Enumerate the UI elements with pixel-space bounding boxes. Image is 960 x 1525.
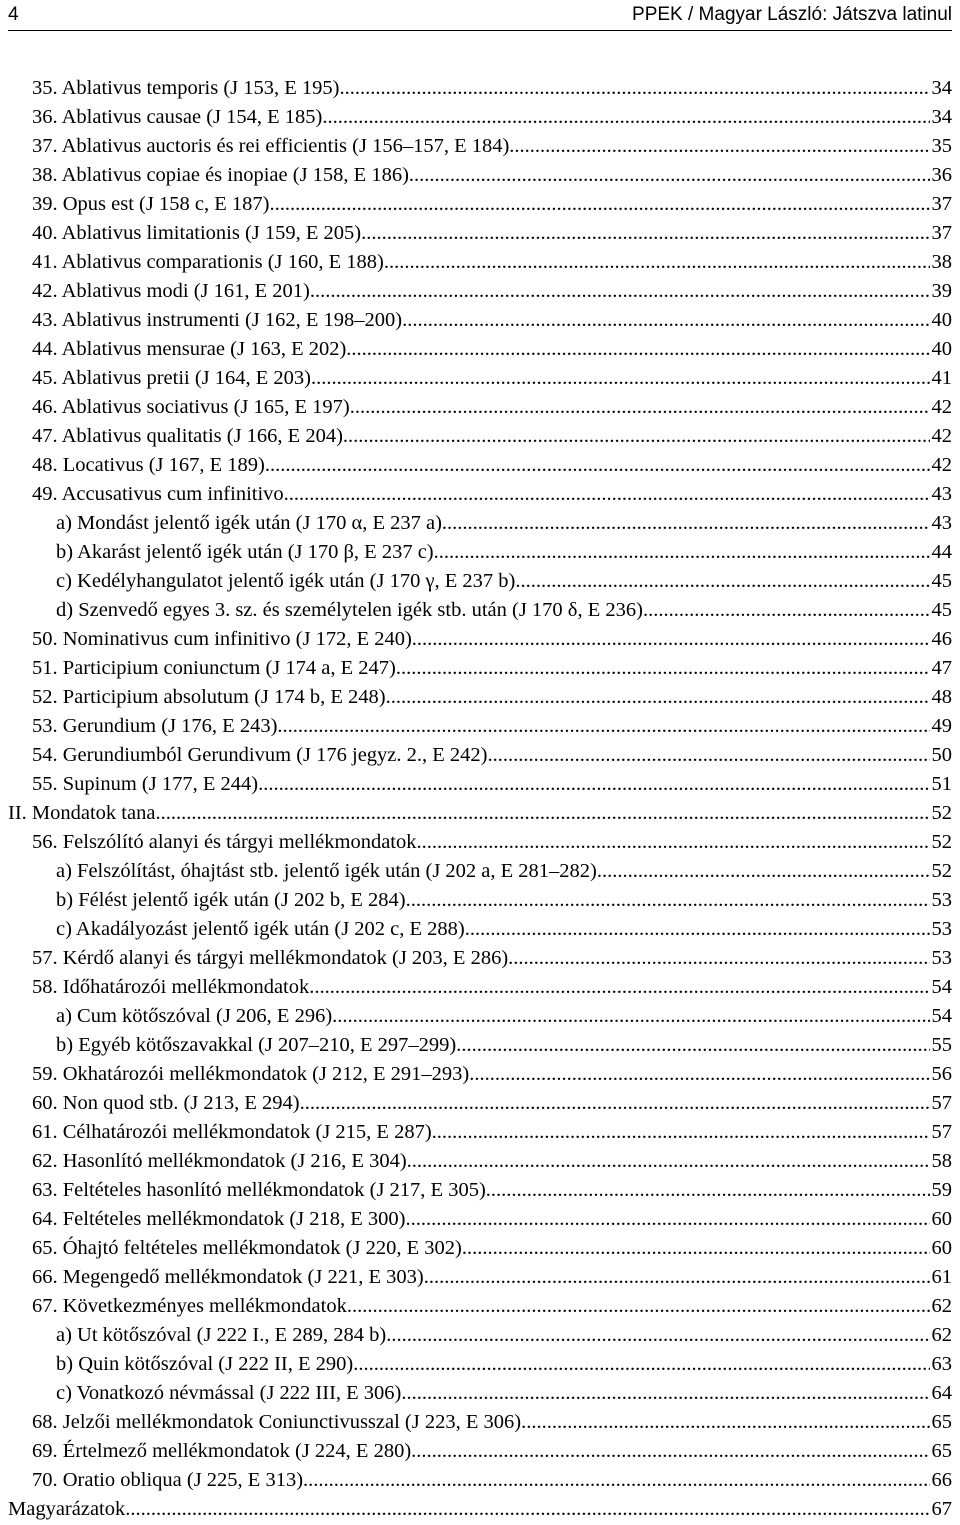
toc-entry-page-number: 40 [931,309,952,331]
dot-leader [509,132,930,161]
toc-entry[interactable] [8,335,952,364]
toc-entry[interactable] [8,509,952,538]
toc-entry-title: 35. Ablativus temporis (J 153, E 195) [32,77,340,99]
toc-entry-title: II. Mondatok tana [8,802,156,824]
toc-entry-title: 55. Supinum (J 177, E 244) [32,773,259,795]
toc-entry[interactable] [8,538,952,567]
toc-entry-page-number: 36 [931,164,952,186]
toc-entry-title: 41. Ablativus comparationis (J 160, E 188) [32,251,384,273]
toc-entry-page-number: 67 [931,1498,952,1520]
toc-entry[interactable] [8,1234,952,1263]
toc-entry[interactable] [8,132,952,161]
toc-entry-title: 54. Gerundiumból Gerundivum (J 176 jegyz. 2., E 242) [32,744,488,766]
toc-entry[interactable] [8,1437,952,1466]
toc-entry-title: 46. Ablativus sociativus (J 165, E 197) [32,396,350,418]
toc-entry-title: 61. Célhatározói mellékmondatok (J 215, E 287) [32,1121,432,1143]
dot-leader [300,1089,930,1118]
toc-entry[interactable] [8,712,952,741]
toc-entry-title: 63. Feltételes hasonlító mellékmondatok (J 217, E 305) [32,1179,486,1201]
dot-leader [643,596,930,625]
running-title: PPEK / Magyar László: Játszva latinul [632,4,952,25]
toc-entry-title: b) Quin kötőszóval (J 222 II, E 290) [56,1353,354,1375]
toc-entry[interactable] [8,422,952,451]
toc-entry[interactable] [8,857,952,886]
toc-entry[interactable] [8,451,952,480]
toc-entry-title: 64. Feltételes mellékmondatok (J 218, E 300) [32,1208,406,1230]
dot-leader [508,944,930,973]
toc-entry-title: 56. Felszólító alanyi és tárgyi mellékmondatok [32,831,417,853]
toc-entry[interactable] [8,1466,952,1495]
toc-entry-page-number: 39 [931,280,952,302]
dot-leader [332,1002,930,1031]
toc-entry-page-number: 45 [931,570,952,592]
table-of-contents [8,74,952,1524]
toc-entry-page-number: 52 [931,831,952,853]
page-header [8,0,952,31]
toc-entry-page-number: 57 [931,1092,952,1114]
toc-entry-title: 39. Opus est (J 158 c, E 187) [32,193,270,215]
dot-leader [311,364,930,393]
dot-leader [309,973,930,1002]
toc-entry-title: a) Felszólítást, óhajtást stb. jelentő igék után (J 202 a, E 281–282) [56,860,597,882]
toc-entry-page-number: 53 [931,889,952,911]
toc-entry[interactable] [8,364,952,393]
toc-entry-title: b) Akarást jelentő igék után (J 170 β, E 237 c) [56,541,434,563]
toc-entry-title: 49. Accusativus cum infinitivo [32,483,284,505]
toc-entry[interactable] [8,1321,952,1350]
toc-entry[interactable] [8,248,952,277]
dot-leader [409,161,930,190]
toc-entry-page-number: 34 [931,106,952,128]
toc-entry[interactable] [8,393,952,422]
toc-entry-title: 52. Participium absolutum (J 174 b, E 248) [32,686,386,708]
dot-leader [407,1147,930,1176]
dot-leader [322,103,930,132]
dot-leader [284,480,930,509]
toc-entry[interactable] [8,625,952,654]
toc-entry-title: 57. Kérdő alanyi és tárgyi mellékmondatok (J 203, E 286) [32,947,509,969]
toc-entry[interactable] [8,567,952,596]
toc-entry[interactable] [8,828,952,857]
toc-entry-page-number: 38 [931,251,952,273]
dot-leader [465,915,930,944]
toc-entry-page-number: 42 [931,454,952,476]
toc-entry-title: 44. Ablativus mensurae (J 163, E 202) [32,338,347,360]
toc-entry-title: 53. Gerundium (J 176, E 243) [32,715,278,737]
toc-entry-page-number: 63 [931,1353,952,1375]
toc-entry-title: 60. Non quod stb. (J 213, E 294) [32,1092,300,1114]
toc-entry-page-number: 34 [931,77,952,99]
toc-entry-page-number: 43 [931,483,952,505]
dot-leader [405,1205,930,1234]
toc-entry-title: 47. Ablativus qualitatis (J 166, E 204) [32,425,343,447]
toc-entry[interactable] [8,944,952,973]
toc-entry-page-number: 52 [931,802,952,824]
toc-entry-title: 69. Értelmező mellékmondatok (J 224, E 280) [32,1440,412,1462]
toc-entry-title: Magyarázatok [8,1498,126,1520]
toc-entry-page-number: 66 [931,1469,952,1491]
toc-entry[interactable] [8,1350,952,1379]
dot-leader [339,74,930,103]
dot-leader [347,1292,930,1321]
toc-entry[interactable] [8,1379,952,1408]
toc-entry[interactable] [8,683,952,712]
toc-entry[interactable] [8,1060,952,1089]
toc-entry-page-number: 41 [931,367,952,389]
toc-entry-page-number: 60 [931,1208,952,1230]
toc-entry-title: 38. Ablativus copiae és inopiae (J 158, E 186) [32,164,409,186]
toc-entry-page-number: 49 [931,715,952,737]
toc-entry-page-number: 56 [931,1063,952,1085]
toc-entry-title: 65. Óhajtó feltételes mellékmondatok (J 220, E 302) [32,1237,462,1259]
toc-entry-title: c) Kedélyhangulatot jelentő igék után (J 170 γ, E 237 b) [56,570,516,592]
dot-leader [155,799,930,828]
toc-entry-page-number: 43 [931,512,952,534]
toc-entry-title: 68. Jelzői mellékmondatok Coniunctivusszal (J 223, E 306) [32,1411,522,1433]
toc-entry-page-number: 37 [931,193,952,215]
toc-entry-title: 51. Participium coniunctum (J 174 a, E 247) [32,657,396,679]
dot-leader [396,654,930,683]
toc-entry-title: 42. Ablativus modi (J 161, E 201) [32,280,310,302]
toc-entry-page-number: 65 [931,1440,952,1462]
dot-leader [417,828,931,857]
toc-entry-page-number: 62 [931,1295,952,1317]
toc-entry[interactable] [8,306,952,335]
toc-entry-title: 67. Következményes mellékmondatok [32,1295,347,1317]
toc-entry[interactable] [8,770,952,799]
toc-entry-title: 66. Megengedő mellékmondatok (J 221, E 303) [32,1266,424,1288]
dot-leader [386,1321,930,1350]
toc-entry[interactable] [8,1002,952,1031]
toc-entry-title: b) Félést jelentő igék után (J 202 b, E 284) [56,889,406,911]
toc-entry-page-number: 37 [931,222,952,244]
toc-entry-page-number: 42 [931,425,952,447]
toc-entry-page-number: 45 [931,599,952,621]
toc-entry-page-number: 46 [931,628,952,650]
dot-leader [597,857,930,886]
toc-entry-title: a) Mondást jelentő igék után (J 170 α, E 237 a) [56,512,442,534]
dot-leader [424,1263,930,1292]
dot-leader [258,770,930,799]
toc-entry[interactable] [8,190,952,219]
toc-entry[interactable] [8,654,952,683]
toc-entry-page-number: 59 [931,1179,952,1201]
toc-entry-title: 62. Hasonlító mellékmondatok (J 216, E 304) [32,1150,407,1172]
toc-entry[interactable] [8,1292,952,1321]
dot-leader [361,219,930,248]
dot-leader [401,1379,930,1408]
toc-entry-page-number: 61 [931,1266,952,1288]
toc-entry[interactable] [8,973,952,1002]
toc-entry-title: a) Cum kötőszóval (J 206, E 296) [56,1005,333,1027]
toc-entry[interactable] [8,915,952,944]
dot-leader [406,886,930,915]
toc-entry-title: 45. Ablativus pretii (J 164, E 203) [32,367,312,389]
toc-entry-page-number: 35 [931,135,952,157]
toc-entry[interactable] [8,219,952,248]
toc-entry-title: 59. Okhatározói mellékmondatok (J 212, E 291–293) [32,1063,470,1085]
dot-leader [350,393,930,422]
dot-leader [402,306,930,335]
toc-entry-page-number: 57 [931,1121,952,1143]
dot-leader [346,335,930,364]
toc-entry-page-number: 54 [931,1005,952,1027]
toc-entry[interactable] [8,1263,952,1292]
toc-entry-page-number: 58 [931,1150,952,1172]
toc-entry-page-number: 62 [931,1324,952,1346]
toc-entry-page-number: 52 [931,860,952,882]
toc-entry-title: 58. Időhatározói mellékmondatok [32,976,310,998]
dot-leader [125,1495,930,1524]
toc-entry-page-number: 51 [931,773,952,795]
toc-entry-title: 36. Ablativus causae (J 154, E 185) [32,106,323,128]
toc-entry[interactable] [8,1408,952,1437]
dot-leader [469,1060,930,1089]
dot-leader [521,1408,930,1437]
toc-entry-title: 48. Locativus (J 167, E 189) [32,454,265,476]
toc-entry-title: c) Akadályozást jelentő igék után (J 202 c, E 288) [56,918,465,940]
dot-leader [412,625,930,654]
toc-entry-title: 40. Ablativus limitationis (J 159, E 205) [32,222,362,244]
dot-leader [386,683,930,712]
dot-leader [265,451,930,480]
toc-entry[interactable] [8,1147,952,1176]
toc-entry-title: a) Ut kötőszóval (J 222 I., E 289, 284 b) [56,1324,387,1346]
toc-entry-page-number: 48 [931,686,952,708]
toc-entry-page-number: 53 [931,947,952,969]
dot-leader [277,712,930,741]
toc-entry-page-number: 64 [931,1382,952,1404]
toc-entry-page-number: 50 [931,744,952,766]
dot-leader [384,248,930,277]
dot-leader [353,1350,930,1379]
toc-entry[interactable] [8,741,952,770]
toc-entry[interactable] [8,161,952,190]
dot-leader [442,509,930,538]
toc-entry-page-number: 47 [931,657,952,679]
toc-entry[interactable] [8,103,952,132]
dot-leader [487,741,930,770]
toc-entry-page-number: 55 [931,1034,952,1056]
toc-entry-page-number: 60 [931,1237,952,1259]
toc-entry-title: c) Vonatkozó névmással (J 222 III, E 306) [56,1382,402,1404]
dot-leader [411,1437,930,1466]
toc-entry-title: 37. Ablativus auctoris és rei efficientis (J 156–157, E 184) [32,135,510,157]
toc-entry-page-number: 65 [931,1411,952,1433]
toc-entry[interactable] [8,1089,952,1118]
dot-leader [432,1118,930,1147]
toc-entry-title: 70. Oratio obliqua (J 225, E 313) [32,1469,304,1491]
toc-entry[interactable] [8,277,952,306]
toc-entry-page-number: 40 [931,338,952,360]
page-number: 4 [8,4,19,25]
dot-leader [269,190,930,219]
dot-leader [456,1031,930,1060]
dot-leader [515,567,930,596]
toc-entry[interactable] [8,799,952,828]
toc-entry-page-number: 53 [931,918,952,940]
dot-leader [434,538,930,567]
toc-entry[interactable] [8,1118,952,1147]
toc-entry-page-number: 42 [931,396,952,418]
toc-entry[interactable] [8,886,952,915]
toc-entry-page-number: 54 [931,976,952,998]
toc-entry[interactable] [8,480,952,509]
toc-entry-page-number: 44 [931,541,952,563]
toc-entry[interactable] [8,596,952,625]
toc-entry-title: 43. Ablativus instrumenti (J 162, E 198–200) [32,309,403,331]
dot-leader [343,422,930,451]
dot-leader [486,1176,930,1205]
dot-leader [462,1234,930,1263]
dot-leader [303,1466,930,1495]
toc-entry[interactable] [8,1205,952,1234]
toc-entry-title: d) Szenvedő egyes 3. sz. és személytelen igék stb. után (J 170 δ, E 236) [56,599,643,621]
toc-entry-title: b) Egyéb kötőszavakkal (J 207–210, E 297–299) [56,1034,457,1056]
toc-entry-title: 50. Nominativus cum infinitivo (J 172, E 240) [32,628,412,650]
toc-entry[interactable] [8,1495,952,1524]
toc-entry[interactable] [8,74,952,103]
dot-leader [310,277,930,306]
toc-entry[interactable] [8,1176,952,1205]
toc-entry[interactable] [8,1031,952,1060]
